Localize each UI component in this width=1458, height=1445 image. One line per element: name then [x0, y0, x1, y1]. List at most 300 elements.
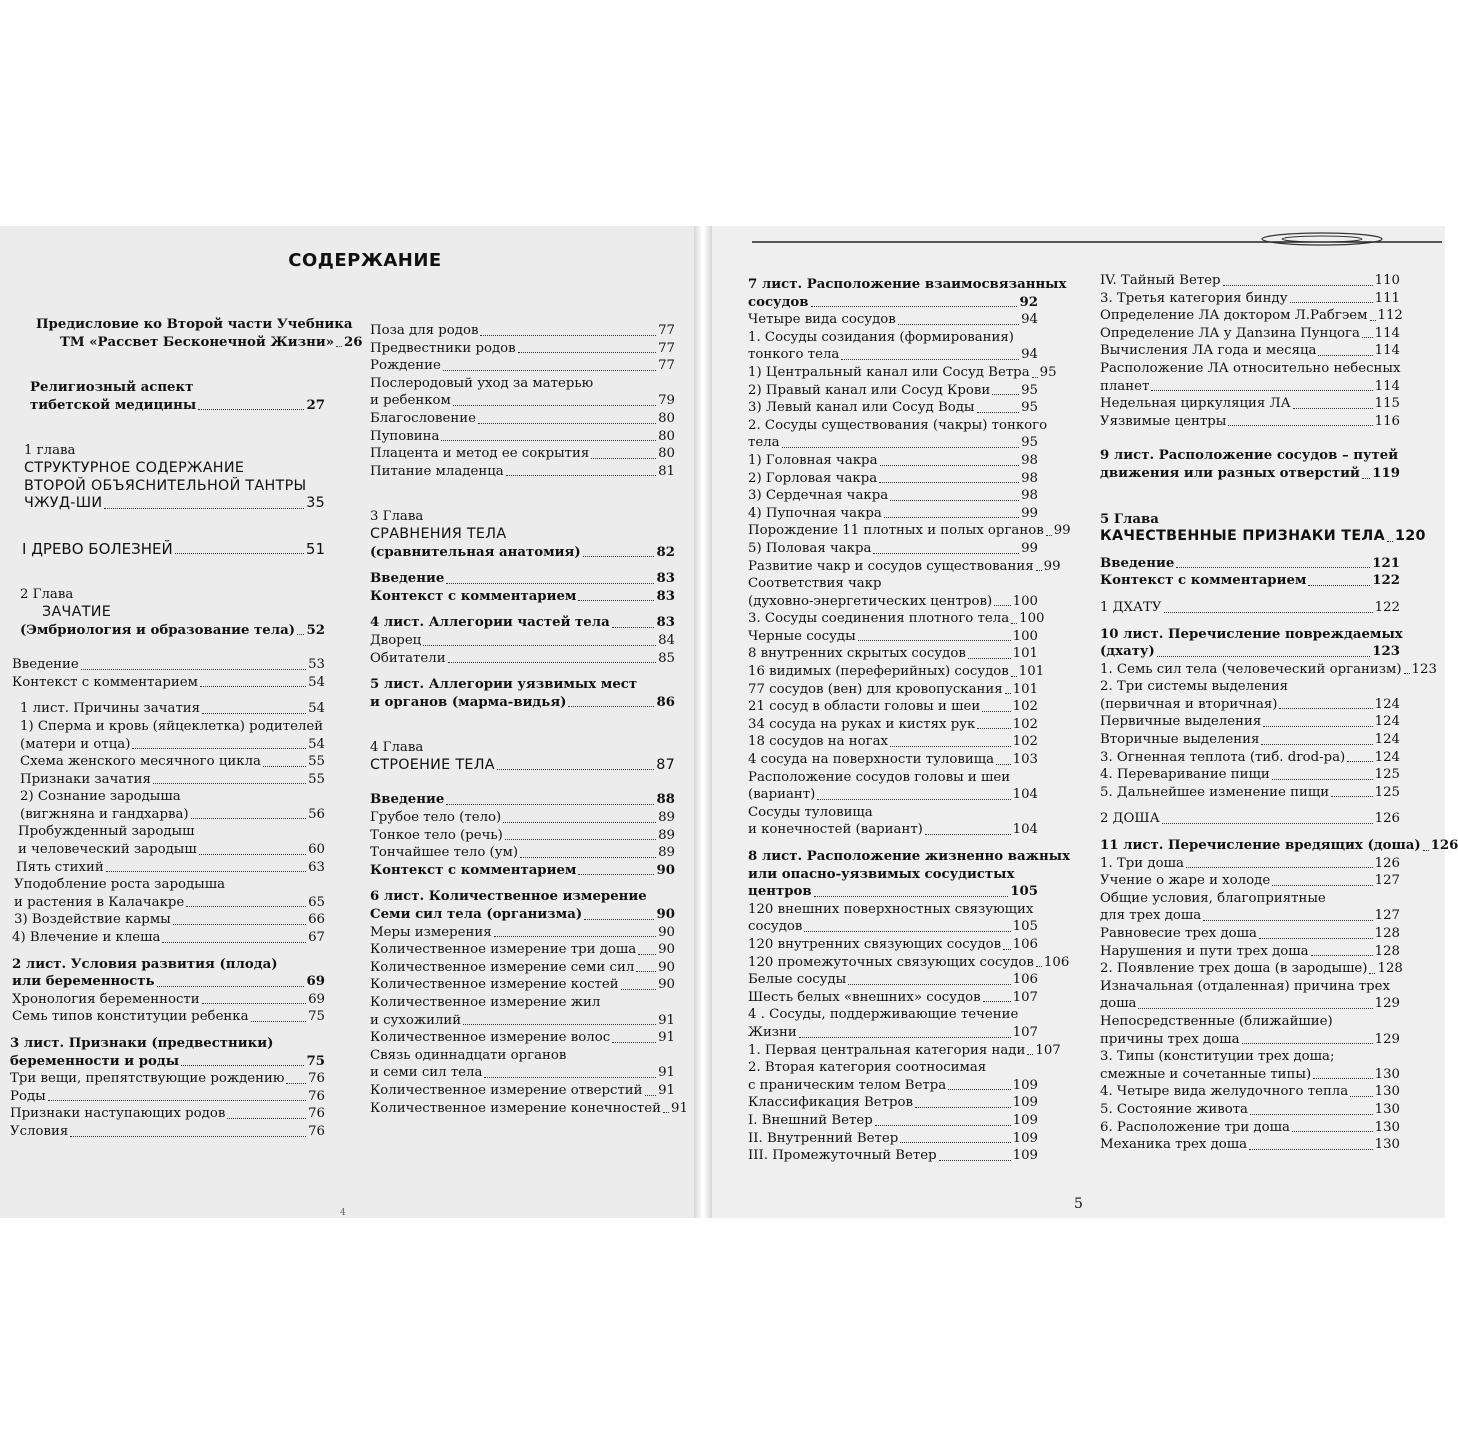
toc-entry: [1100, 272, 1400, 290]
toc-page-number: 98: [1021, 452, 1038, 468]
toc-page-number: 107: [1012, 989, 1038, 1005]
toc-entry-title: Благословение: [370, 410, 476, 426]
dot-leader: [873, 553, 1019, 554]
toc-entry-title: Пять стихий: [16, 859, 104, 875]
toc-entry: [0, 495, 325, 513]
toc-entry-title: Меры измерения: [370, 924, 492, 940]
toc-entry-title: смежные и сочетанные типы): [1100, 1066, 1312, 1082]
spacer: [748, 839, 1038, 848]
toc-entry-line: [0, 379, 325, 397]
dot-leader: [1223, 285, 1373, 286]
toc-entry-line: [1100, 678, 1400, 696]
toc-page-number: 99: [1053, 523, 1071, 539]
dot-leader: [173, 924, 306, 925]
header-ornament: [752, 232, 1442, 246]
toc-entry-title: Учение о жаре и холоде: [1100, 873, 1271, 889]
toc-entry: [748, 716, 1038, 734]
spacer: [1100, 828, 1400, 837]
toc-entry-title: ЧЖУД-ШИ: [24, 495, 103, 512]
dot-leader: [1311, 955, 1373, 956]
toc-entry-title: 3) Воздействие кармы: [14, 912, 171, 928]
toc-entry: [748, 593, 1038, 611]
toc-entry-title: Признаки зачатия: [20, 771, 151, 787]
spacer: [370, 667, 675, 676]
toc-entry: [370, 1029, 675, 1047]
toc-page-number: 102: [1012, 699, 1038, 715]
toc-entry-title: 2) Правый канал или Сосуд Крови: [748, 382, 991, 398]
dot-leader: [884, 517, 1019, 518]
dot-leader: [202, 1003, 306, 1004]
dot-leader: [858, 640, 1011, 641]
toc-page-number: 94: [1021, 312, 1038, 328]
dot-leader: [132, 748, 306, 749]
toc-page-number: 67: [308, 930, 325, 946]
dot-leader: [1313, 1078, 1372, 1079]
spacer: [1100, 590, 1400, 599]
dot-leader: [503, 822, 656, 823]
toc-page-number: 76: [308, 1106, 325, 1122]
toc-entry: [1100, 872, 1400, 890]
toc-entry-title: 5 лист. Аллегории уязвимых мест: [370, 677, 638, 693]
toc-entry: [1100, 572, 1400, 590]
toc-entry: [0, 806, 325, 824]
toc-entry: [370, 827, 675, 845]
dot-leader: [939, 1160, 1011, 1161]
toc-entry-title: 4) Влечение и клеша: [12, 930, 161, 946]
toc-entry: [370, 1012, 675, 1030]
toc-entry: [1100, 528, 1426, 546]
toc-entry: [370, 959, 675, 977]
dot-leader: [1249, 1149, 1373, 1150]
dot-leader: [925, 834, 1011, 835]
toc-entry-title: 4 . Сосуды, поддерживающие течение: [748, 1007, 1019, 1023]
toc-page-number: 80: [658, 446, 675, 462]
toc-entry-title: Количественное измерение отверстий: [370, 1082, 643, 1098]
toc-entry-title: Вторичные выделения: [1100, 732, 1260, 748]
toc-entry-title: 1 глава: [24, 443, 76, 459]
dot-leader: [1362, 478, 1370, 479]
toc-entry-title: тибетской медицины: [30, 397, 197, 413]
dot-leader: [799, 1037, 1011, 1038]
toc-page-number: 126: [1374, 811, 1400, 827]
toc-entry: [748, 645, 1038, 663]
toc-page-number: 26: [344, 334, 363, 350]
dot-leader: [898, 324, 1019, 325]
toc-page-number: 86: [656, 694, 675, 710]
toc-entry: [0, 541, 325, 559]
toc-column-1: [748, 276, 1071, 1165]
toc-entry: [1100, 413, 1400, 431]
dot-leader: [198, 409, 304, 410]
toc-entry-title: и растения в Калачакре: [14, 894, 185, 910]
toc-entry: [1100, 731, 1400, 749]
dot-leader: [817, 799, 1010, 800]
toc-page-number: 35: [306, 495, 325, 512]
toc-entry-title: Первичные выделения: [1100, 714, 1262, 730]
toc-page-number: 110: [1374, 273, 1400, 288]
toc-entry: [748, 540, 1038, 558]
spacer: [1100, 430, 1400, 447]
toc-entry: [748, 954, 1070, 972]
toc-entry-title: 8 внутренних скрытых сосудов: [748, 646, 966, 662]
toc-entry: [748, 558, 1061, 576]
toc-page-number: 124: [1374, 696, 1400, 712]
toc-entry: [748, 487, 1038, 505]
toc-entry-line: [1100, 978, 1400, 996]
toc-entry: [748, 1077, 1038, 1095]
toc-page-number: 56: [308, 806, 325, 822]
toc-entry: [370, 906, 675, 924]
toc-entry-title: тонкого тела: [748, 347, 840, 363]
toc-page-number: 109: [1012, 1148, 1038, 1164]
toc-entry: [0, 753, 325, 771]
dot-leader: [70, 1136, 306, 1137]
toc-entry-title: 2. Сосуды существования (чакры) тонкого: [748, 417, 1048, 433]
spacer: [1100, 546, 1400, 555]
toc-entry: [370, 1100, 688, 1118]
toc-entry-line: [370, 994, 675, 1012]
toc-entry-line: [1100, 626, 1403, 644]
dot-leader: [612, 1042, 656, 1043]
toc-entry-title: Контекст с комментарием: [1100, 573, 1307, 589]
toc-entry-title: и семи сил тела: [370, 1065, 483, 1081]
toc-page-number: 100: [1012, 593, 1038, 609]
toc-page-number: 90: [658, 977, 675, 993]
toc-entry: [370, 445, 675, 463]
toc-page-number: 122: [1374, 599, 1400, 615]
toc-entry-title: 4) Пупочная чакра: [748, 505, 882, 521]
toc-entry-title: 21 сосуд в области головы и шеи: [748, 699, 981, 715]
toc-entry-title: Схема женского месячного цикла: [20, 754, 261, 770]
dot-leader: [621, 989, 656, 990]
toc-page-number: 124: [1374, 714, 1400, 730]
toc-page-number: 82: [656, 544, 675, 560]
toc-entry-title: 3 Глава: [370, 509, 424, 525]
toc-entry: [0, 622, 325, 640]
toc-entry-title: или опасно-уязвимых сосудистых: [748, 866, 1015, 882]
dot-leader: [1318, 355, 1372, 356]
toc-entry-title: СТРОЕНИЕ ТЕЛА: [370, 756, 495, 773]
right-page: [712, 226, 1458, 1218]
toc-page-number: 95: [1021, 400, 1038, 416]
dot-leader: [890, 500, 1019, 501]
dot-leader: [1293, 408, 1373, 409]
toc-entry: [0, 991, 325, 1009]
toc-entry-title: (первичная и вторичная): [1100, 696, 1278, 712]
toc-entry: [748, 663, 1045, 681]
toc-page-number: 126: [1374, 855, 1400, 871]
toc-page-number: 102: [1012, 734, 1038, 750]
dot-leader: [162, 942, 306, 943]
toc-page-number: 130: [1374, 1119, 1400, 1135]
toc-page-number: 99: [1021, 505, 1038, 521]
toc-entry-title: и сухожилий: [370, 1012, 462, 1028]
toc-page-number: 125: [1374, 767, 1400, 783]
toc-entry-line: [748, 769, 1038, 787]
toc-entry: [370, 392, 675, 410]
toc-entry-title: Непосредственные (ближайшие): [1100, 1013, 1333, 1029]
toc-entry-title: Равновесие трех доша: [1100, 926, 1257, 941]
dot-leader: [841, 359, 1019, 360]
toc-entry-title: Введение: [370, 792, 445, 808]
toc-entry-title: Количественное измерение три доша: [370, 942, 637, 958]
dot-leader: [890, 746, 1011, 747]
toc-page-number: 79: [658, 393, 675, 409]
dot-leader: [505, 839, 656, 840]
toc-entry-title: Классификация Ветров: [748, 1095, 913, 1111]
toc-page-number: 123: [1411, 661, 1437, 677]
toc-entry: [0, 1070, 325, 1088]
spacer: [1100, 801, 1400, 810]
dot-leader: [181, 1065, 304, 1066]
toc-entry-line: [370, 739, 675, 757]
dot-leader: [191, 818, 307, 819]
toc-entry-title: Введение: [370, 571, 445, 587]
dot-leader: [199, 854, 306, 855]
toc-page-number: 128: [1374, 943, 1400, 959]
toc-page-number: 116: [1374, 413, 1400, 429]
dot-leader: [948, 1089, 1010, 1090]
toc-page-number: 126: [1430, 838, 1458, 854]
toc-entry-title: 2. Три системы выделения: [1100, 679, 1289, 695]
toc-page-number: 95: [1039, 364, 1057, 380]
toc-entry-title: Механика трех доша: [1100, 1137, 1248, 1153]
dot-leader: [297, 634, 304, 635]
toc-page-number: 81: [658, 463, 675, 479]
toc-page-number: 130: [1374, 1066, 1400, 1082]
dot-leader: [1138, 1008, 1372, 1009]
toc-entry-title: Общие условия, благоприятные: [1100, 890, 1326, 906]
dot-leader: [804, 931, 1010, 932]
toc-entry: [0, 736, 325, 754]
dot-leader: [915, 1107, 1011, 1108]
dot-leader: [1176, 567, 1370, 568]
toc-entry-title: 4. Переваривание пищи: [1100, 767, 1270, 783]
toc-entry-title: 11 лист. Перечисление вредящих (доша): [1100, 838, 1421, 854]
toc-entry-title: 3) Левый канал или Сосуд Воды: [748, 400, 975, 416]
toc-entry-title: сосудов: [748, 919, 803, 935]
toc-entry-title: 1) Сперма и кровь (яйцеклетка) родителей: [20, 718, 324, 734]
dot-leader: [1369, 973, 1375, 974]
toc-entry-title: Пуповина: [370, 428, 440, 444]
toc-page-number: 90: [656, 862, 675, 878]
toc-entry: [370, 976, 675, 994]
dot-leader: [446, 804, 654, 805]
toc-entry-title: Обитатели: [370, 650, 446, 666]
dot-leader: [977, 412, 1020, 413]
toc-entry: [1100, 643, 1400, 661]
toc-entry-title: Белые сосуды: [748, 972, 847, 988]
toc-entry-title: 3. Огненная теплота (тиб. drod-pa): [1100, 749, 1346, 765]
toc-entry-line: [0, 718, 325, 736]
toc-entry-title: III. Промежуточный Ветер: [748, 1148, 937, 1164]
toc-page-number: 91: [671, 1100, 688, 1116]
dot-leader: [1272, 779, 1373, 780]
toc-entry-title: или беременность: [12, 974, 155, 990]
toc-entry: [1100, 1101, 1400, 1119]
toc-entry-title: 2 ДОША: [1100, 811, 1160, 827]
toc-entry-line: [1100, 890, 1400, 908]
toc-entry-title: ТМ «Рассвет Бесконечной Жизни»: [60, 334, 335, 350]
toc-entry-title: 1. Сосуды созидания (формирования): [748, 329, 1014, 345]
toc-entry: [0, 894, 325, 912]
toc-page-number: 127: [1374, 908, 1400, 924]
toc-entry-title: 1. Первая центральная категория нади: [748, 1042, 1026, 1058]
toc-page-number: 54: [308, 736, 325, 752]
dot-leader: [1347, 761, 1372, 762]
toc-entry-title: Три вещи, препятствующие рождению: [10, 1071, 285, 1087]
dot-leader: [1250, 1114, 1373, 1115]
spacer: [370, 711, 675, 739]
dot-leader: [48, 1100, 306, 1101]
toc-entry-title: Тончайшее тело (ум): [370, 845, 519, 861]
toc-entry: [748, 452, 1038, 470]
dot-leader: [1032, 377, 1038, 378]
toc-page-number: 120: [1394, 528, 1426, 545]
toc-entry-title: Определение ЛА доктором Л.Рабгэем: [1100, 308, 1368, 324]
toc-page-number: 99: [1043, 558, 1061, 574]
dot-leader: [996, 764, 1011, 765]
toc-entry-title: для трех доша: [1100, 908, 1202, 924]
toc-page-number: 77: [658, 323, 675, 338]
toc-entry-title: 3) Сердечная чакра: [748, 488, 889, 504]
toc-entry: [1100, 395, 1400, 413]
toc-entry: [748, 610, 1045, 628]
dot-leader: [636, 971, 656, 972]
toc-column-1: [0, 316, 363, 1141]
toc-entry: [0, 656, 325, 674]
toc-page-number: 66: [308, 912, 325, 928]
toc-entry: [370, 614, 675, 632]
dot-leader: [518, 352, 656, 353]
toc-entry-title: 5) Половая чакра: [748, 540, 872, 556]
toc-entry: [370, 791, 675, 809]
toc-entry: [748, 522, 1071, 540]
toc-page-number: 85: [658, 650, 675, 666]
toc-entry: [1100, 290, 1400, 308]
toc-entry: [370, 632, 675, 650]
dot-leader: [1186, 867, 1373, 868]
toc-entry-line: [0, 442, 325, 460]
dot-leader: [584, 919, 654, 920]
toc-entry: [1100, 1119, 1400, 1137]
toc-page-number: 87: [656, 756, 675, 773]
dot-leader: [497, 769, 654, 770]
toc-page-number: 127: [1374, 873, 1400, 889]
toc-page-number: 128: [1377, 961, 1403, 977]
spacer: [1100, 483, 1400, 511]
toc-entry: [1100, 713, 1400, 731]
toc-entry: [1100, 837, 1458, 855]
dot-leader: [1242, 1043, 1373, 1044]
toc-page-number: 106: [1043, 954, 1070, 970]
toc-entry-title: IV. Тайный Ветер: [1100, 273, 1221, 288]
toc-entry-line: [0, 586, 325, 604]
toc-page-number: 91: [658, 1082, 675, 1098]
toc-entry: [1100, 1031, 1400, 1049]
spacer: [0, 513, 325, 541]
toc-entry-title: (сравнительная анатомия): [370, 544, 581, 560]
toc-entry: [1100, 960, 1403, 978]
toc-page-number: 103: [1012, 752, 1038, 768]
toc-page-number: 90: [658, 942, 675, 958]
toc-entry-title: (матери и отца): [20, 736, 131, 752]
toc-entry-title: Контекст с комментарием: [370, 862, 577, 878]
toc-entry: [0, 911, 325, 929]
toc-entry-title: Связь одиннадцати органов: [370, 1047, 567, 1063]
toc-entry: [370, 428, 675, 446]
toc-entry: [1100, 995, 1400, 1013]
toc-entry: [748, 382, 1038, 400]
toc-page-number: 84: [658, 632, 675, 648]
toc-entry-title: и человеческий зародыш: [18, 842, 197, 858]
dot-leader: [1157, 656, 1370, 657]
dot-leader: [1263, 726, 1372, 727]
toc-entry-line: [0, 604, 325, 622]
dot-leader: [453, 405, 656, 406]
toc-entry-line: [748, 1059, 1038, 1077]
toc-page-number: 95: [1021, 435, 1038, 451]
dot-leader: [1027, 1054, 1033, 1055]
toc-entry: [748, 470, 1038, 488]
toc-page-number: 106: [1012, 936, 1038, 952]
toc-entry-title: Плацента и метод ее сокрытия: [370, 446, 590, 462]
toc-entry-title: II. Внутренний Ветер: [748, 1130, 899, 1146]
toc-page-number: 65: [308, 894, 325, 910]
toc-entry-line: [0, 316, 353, 334]
toc-entry-line: [748, 866, 1038, 884]
toc-entry-line: [0, 478, 325, 496]
toc-entry: [748, 733, 1038, 751]
toc-entry-title: центров: [748, 884, 812, 900]
toc-entry-title: Роды: [10, 1088, 46, 1104]
toc-entry-title: Предисловие ко Второй части Учебника: [36, 317, 353, 332]
toc-entry-line: [748, 575, 1038, 593]
dot-leader: [186, 906, 306, 907]
toc-page-number: 55: [308, 754, 325, 770]
toc-entry-title: 2 лист. Условия развития (плода): [12, 956, 278, 972]
dot-leader: [591, 458, 656, 459]
spacer: [370, 480, 675, 508]
spacer: [0, 691, 325, 700]
toc-entry: [0, 397, 325, 415]
toc-page-number: 75: [306, 1053, 325, 1069]
toc-entry-title: причины трех доша: [1100, 1031, 1240, 1047]
dot-leader: [848, 984, 1010, 985]
toc-page-number: 105: [1012, 919, 1038, 935]
toc-entry-title: 120 промежуточных связующих сосудов: [748, 954, 1034, 970]
toc-entry: [1100, 1066, 1400, 1084]
toc-entry-title: Количественное измерение волос: [370, 1030, 611, 1046]
dot-leader: [1292, 1131, 1373, 1132]
toc-entry: [1100, 943, 1400, 961]
toc-entry-title: ВТОРОЙ ОБЪЯСНИТЕЛЬНОЙ ТАНТРЫ: [24, 477, 307, 494]
toc-entry-title: планет: [1100, 378, 1150, 394]
toc-entry-line: [370, 508, 675, 526]
toc-entry-title: Контекст с комментарием: [370, 588, 577, 604]
dot-leader: [1423, 850, 1429, 851]
toc-entry-title: 9 лист. Расположение сосудов – путей: [1100, 448, 1399, 464]
toc-page-number: 101: [1012, 681, 1039, 697]
toc-entry-title: Семь типов конституции ребенка: [12, 1009, 249, 1025]
dot-leader: [423, 645, 656, 646]
spacer: [0, 639, 325, 656]
page-title: СОДЕРЖАНИЕ: [288, 250, 442, 271]
dot-leader: [1259, 938, 1373, 939]
toc-page-number: 76: [308, 1088, 325, 1104]
toc-entry-title: Введение: [1100, 555, 1175, 571]
toc-entry-title: Семи сил тела (организма): [370, 907, 583, 923]
